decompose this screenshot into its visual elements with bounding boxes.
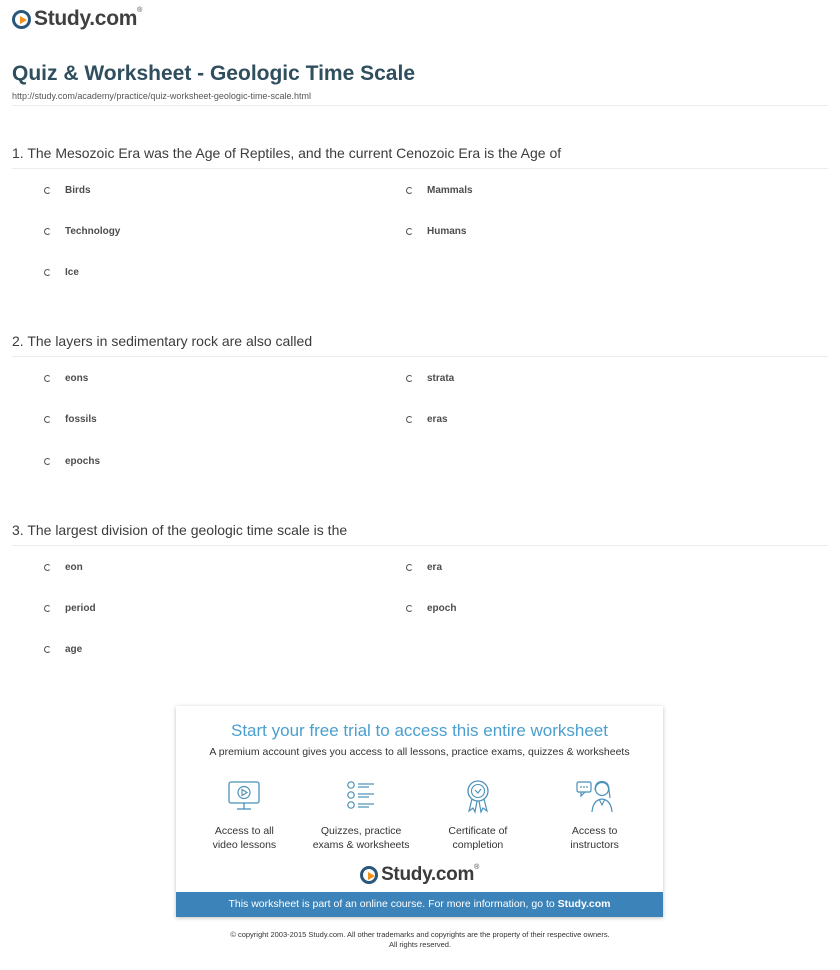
radio-icon[interactable] (44, 416, 51, 423)
option-label: era (427, 562, 443, 573)
divider (12, 545, 828, 546)
feature-label-line2: instructors (570, 839, 619, 851)
radio-icon[interactable] (406, 416, 413, 423)
play-circle-icon (12, 10, 31, 29)
promo-logo[interactable] (176, 864, 663, 886)
option-label: strata (427, 373, 455, 384)
option-q3-d[interactable] (406, 603, 456, 614)
radio-icon[interactable] (44, 228, 51, 235)
feature-label-line2: completion (452, 839, 504, 851)
option-label: Birds (65, 185, 91, 196)
feature-instructors (540, 778, 650, 852)
radio-icon[interactable] (44, 564, 51, 571)
free-trial-promo[interactable] (176, 706, 663, 917)
radio-icon[interactable] (44, 605, 51, 612)
certificate-ribbon-icon (460, 778, 496, 814)
question-3 (12, 522, 828, 546)
option-q2-d[interactable] (406, 414, 448, 425)
option-label: eons (65, 373, 89, 384)
option-label: fossils (65, 414, 97, 425)
bar-text: This worksheet is part of an online course. For more information, go to (228, 898, 558, 910)
option-q1-c[interactable] (44, 226, 120, 237)
radio-icon[interactable] (406, 564, 413, 571)
question-2 (12, 333, 828, 357)
option-label: Technology (65, 226, 121, 237)
feature-label-line1: Certificate of (448, 825, 508, 837)
option-label: Ice (65, 267, 79, 278)
logo-text: Study.com (34, 7, 138, 30)
video-lesson-icon (226, 778, 262, 814)
option-q2-b[interactable] (406, 373, 454, 384)
option-q3-b[interactable] (406, 562, 442, 573)
radio-icon[interactable] (44, 458, 51, 465)
divider (12, 105, 828, 106)
play-circle-icon (360, 866, 378, 884)
study-link[interactable]: Study.com (557, 898, 611, 910)
feature-video-lessons (189, 778, 299, 852)
radio-icon[interactable] (406, 228, 413, 235)
page-url[interactable]: http://study.com/academy/practice/quiz-worksheet-geologic-time-scale.html (12, 91, 311, 101)
promo-headline: Start your free trial to access this entire worksheet (231, 721, 608, 740)
question-text: 2. The layers in sedimentary rock are also called (12, 333, 313, 349)
question-1 (12, 145, 828, 169)
feature-certificate (423, 778, 533, 852)
rights-line: All rights reserved. (388, 940, 452, 949)
option-label: period (65, 603, 96, 614)
option-q2-e[interactable] (44, 456, 100, 467)
radio-icon[interactable] (44, 646, 51, 653)
feature-label-line2: exams & worksheets (312, 839, 410, 851)
option-q3-a[interactable] (44, 562, 83, 573)
feature-quizzes (306, 778, 416, 852)
radio-icon[interactable] (44, 269, 51, 276)
radio-icon[interactable] (406, 187, 413, 194)
promo-subhead: A premium account gives you access to all lessons, practice exams, quizzes & worksheets (209, 746, 630, 758)
feature-list (176, 778, 663, 852)
option-label: Mammals (427, 185, 473, 196)
copyright-line: © copyright 2003-2015 Study.com. All other trademarks and copyrights are the property of their respective owners. (230, 930, 610, 939)
option-label: eon (65, 562, 83, 573)
feature-label-line1: Quizzes, practice (320, 825, 402, 837)
option-q1-e[interactable] (44, 267, 79, 278)
feature-label-line2: video lessons (212, 839, 277, 851)
option-q2-c[interactable] (44, 414, 97, 425)
instructor-icon (575, 778, 615, 814)
question-text: 1. The Mesozoic Era was the Age of Reptiles, and the current Cenozoic Era is the Age of (12, 145, 562, 161)
footer (0, 930, 840, 950)
option-q3-e[interactable] (44, 644, 82, 655)
option-label: age (65, 644, 83, 655)
option-q3-c[interactable] (44, 603, 96, 614)
radio-icon[interactable] (406, 605, 413, 612)
option-label: epoch (427, 603, 457, 614)
radio-icon[interactable] (44, 187, 51, 194)
divider (12, 168, 828, 169)
trademark: ® (474, 864, 479, 871)
question-text: 3. The largest division of the geologic time scale is the (12, 522, 348, 538)
option-q1-a[interactable] (44, 185, 91, 196)
option-q1-d[interactable] (406, 226, 466, 237)
option-label: eras (427, 414, 448, 425)
option-q2-a[interactable] (44, 373, 88, 384)
option-label: Humans (427, 226, 467, 237)
option-label: epochs (65, 456, 101, 467)
feature-label-line1: Access to (571, 825, 618, 837)
trademark: ® (137, 7, 142, 14)
page-title: Quiz & Worksheet - Geologic Time Scale (12, 62, 415, 85)
option-q1-b[interactable] (406, 185, 473, 196)
divider (12, 356, 828, 357)
course-info-bar (176, 892, 663, 917)
feature-label-line1: Access to all (214, 825, 274, 837)
promo-logo-text: Study.com (381, 864, 475, 885)
study-logo[interactable] (12, 7, 142, 31)
radio-icon[interactable] (44, 375, 51, 382)
quiz-list-icon (343, 778, 379, 814)
radio-icon[interactable] (406, 375, 413, 382)
